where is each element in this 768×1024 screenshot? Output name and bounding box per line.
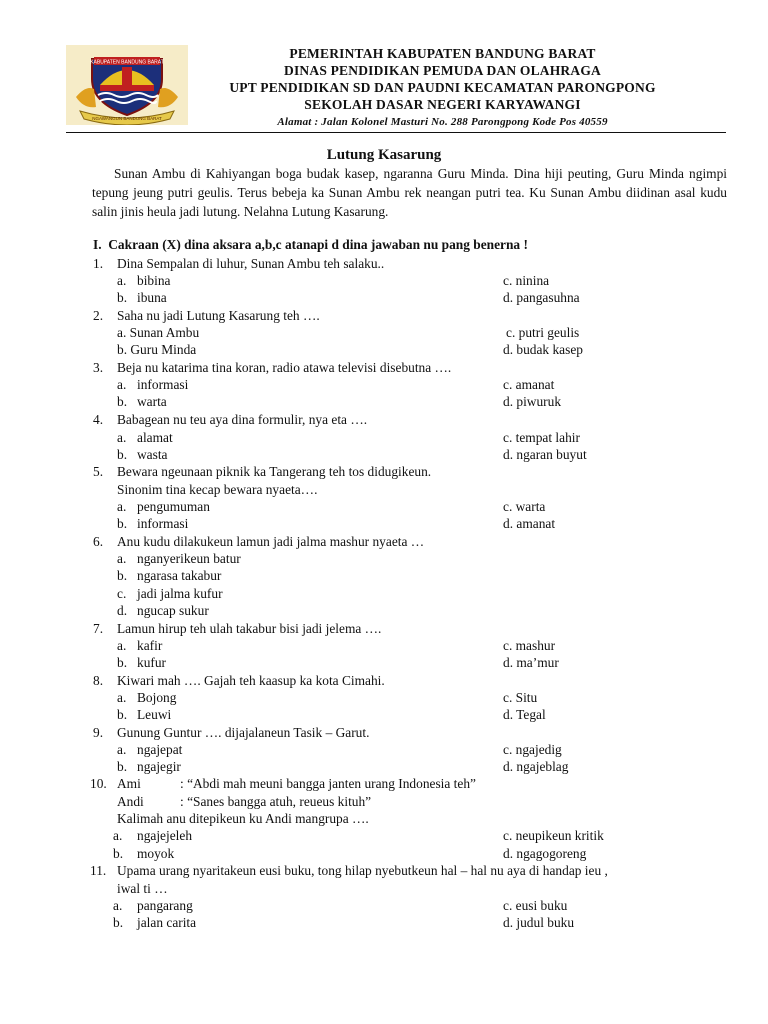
option-d[interactable]: d. pangasuhna xyxy=(503,290,580,305)
question-text: Dina Sempalan di luhur, Sunan Ambu teh salaku.. xyxy=(117,256,385,271)
option-b[interactable]: b. wasta xyxy=(117,447,168,462)
option-b[interactable]: b. informasi xyxy=(117,516,189,531)
regency-crest-logo xyxy=(66,45,188,125)
option-c[interactable]: c. neupikeun kritik xyxy=(503,828,604,843)
crest-motto-text: NGAWANGUN BANDUNG BARAT xyxy=(92,116,162,121)
question-text-line-2: iwal ti … xyxy=(117,881,168,896)
option-b[interactable]: b. kufur xyxy=(117,655,167,670)
option-d[interactable]: d. budak kasep xyxy=(503,342,583,357)
option-d[interactable]: d. ngucap sukur xyxy=(117,603,209,618)
option-c[interactable]: c. amanat xyxy=(503,377,555,392)
letterhead-line-4: SEKOLAH DASAR NEGERI KARYAWANGI xyxy=(304,97,581,112)
option-c[interactable]: c. ninina xyxy=(503,273,550,288)
question-number: 6. xyxy=(93,534,104,549)
option-a[interactable]: a. Bojong xyxy=(117,690,177,705)
option-b[interactable]: b. ngajegir xyxy=(117,759,181,774)
question-text: Babagean nu teu aya dina formulir, nya eta …. xyxy=(117,412,368,427)
option-a[interactable]: a. informasi xyxy=(117,377,189,392)
option-a[interactable]: a. ngajepat xyxy=(117,742,183,757)
option-a[interactable]: a. pengumuman xyxy=(117,499,210,514)
option-b[interactable]: b. Leuwi xyxy=(117,707,172,722)
option-a[interactable]: a. kafir xyxy=(117,638,163,653)
letterhead-divider xyxy=(66,132,726,133)
question-number: 7. xyxy=(93,621,104,636)
question-number: 8. xyxy=(93,673,104,688)
story-title: Lutung Kasarung xyxy=(326,147,442,163)
question-text: Anu kudu dilakukeun lamun jadi jalma mashur nyaeta … xyxy=(117,534,425,549)
section-label: I. xyxy=(93,237,102,252)
dialog-line-2: : “Sanes bangga atuh, reueus kituh” xyxy=(180,794,372,809)
question-text: Upama urang nyaritakeun eusi buku, tong hilap nyebutkeun hal – hal nu aya di handap ieu , xyxy=(117,863,608,878)
crest-icon xyxy=(66,45,188,125)
option-a[interactable]: a. bibina xyxy=(117,273,171,288)
option-d[interactable]: d. ngajeblag xyxy=(503,759,569,774)
option-d[interactable]: d. ngaran buyut xyxy=(503,447,587,462)
option-a[interactable]: a. nganyerikeun batur xyxy=(117,551,241,566)
question-number: 5. xyxy=(93,464,104,479)
question-text: Bewara ngeunaan piknik ka Tangerang teh tos didugikeun. xyxy=(117,464,432,479)
option-d[interactable]: d. ma’mur xyxy=(503,655,559,670)
story-paragraph: Sunan Ambu di Kahiyangan boga budak kasep, ngaranna Guru Minda. Dina hiji peuting, Guru Minda ngimpi tepung jeung putri geulis. Terus bebeja ka Sunan Ambu rek neangan putri tea. Ku Sunan Ambu diidinan asal kudu salin jinis heula jadi lutung. Nelahna Lutung Kasarung. xyxy=(92,166,727,219)
option-d[interactable]: d. ngagogoreng xyxy=(503,846,587,861)
option-a[interactable]: a. ngajejeleh xyxy=(113,828,193,843)
letterhead-line-2: DINAS PENDIDIKAN PEMUDA DAN OLAHRAGA xyxy=(284,63,601,78)
option-b[interactable]: b. Guru Minda xyxy=(117,342,197,357)
option-c[interactable]: c. warta xyxy=(503,499,546,514)
question-number: 11. xyxy=(90,863,107,878)
option-d[interactable]: d. amanat xyxy=(503,516,556,531)
instruction-text: Cakraan (X) dina aksara a,b,c atanapi d dina jawaban nu pang benerna ! xyxy=(108,237,528,252)
option-b[interactable]: b. warta xyxy=(117,394,167,409)
option-d[interactable]: d. piwuruk xyxy=(503,394,562,409)
question-text: Gunung Guntur …. dijajalaneun Tasik – Garut. xyxy=(117,725,370,740)
dialog-line-1: : “Abdi mah meuni bangga janten urang Indonesia teh” xyxy=(180,776,476,791)
option-c[interactable]: c. jadi jalma kufur xyxy=(117,586,223,601)
option-c[interactable]: c. putri geulis xyxy=(506,325,580,340)
option-d[interactable]: d. judul buku xyxy=(503,915,575,930)
option-a[interactable]: a. Sunan Ambu xyxy=(117,325,200,340)
question-text: Lamun hirup teh ulah takabur bisi jadi jelema …. xyxy=(117,621,382,636)
question-number: 9. xyxy=(93,725,104,740)
question-number: 4. xyxy=(93,412,104,427)
option-b[interactable]: b. ngarasa takabur xyxy=(117,568,222,583)
option-a[interactable]: a. alamat xyxy=(117,430,173,445)
question-text-line-2: Kalimah anu ditepikeun ku Andi mangrupa …. xyxy=(117,811,369,826)
question-number: 1. xyxy=(93,256,104,271)
option-d[interactable]: d. Tegal xyxy=(503,707,546,722)
crest-top-text: KABUPATEN BANDUNG BARAT xyxy=(90,59,164,66)
option-c[interactable]: c. tempat lahir xyxy=(503,430,580,445)
option-c[interactable]: c. eusi buku xyxy=(503,898,568,913)
option-b[interactable]: b. moyok xyxy=(113,846,175,861)
dialog-speaker-1: Ami xyxy=(117,776,141,791)
option-c[interactable]: c. Situ xyxy=(503,690,538,705)
question-text-line-2: Sinonim tina kecap bewara nyaeta…. xyxy=(117,482,318,497)
option-a[interactable]: a. pangarang xyxy=(113,898,193,913)
letterhead-address: Alamat : Jalan Kolonel Masturi No. 288 Parongpong Kode Pos 40559 xyxy=(277,116,608,128)
letterhead-line-3: UPT PENDIDIKAN SD DAN PAUDNI KECAMATAN PARONGPONG xyxy=(229,80,656,95)
question-text: Kiwari mah …. Gajah teh kaasup ka kota Cimahi. xyxy=(117,673,385,688)
question-number: 2. xyxy=(93,308,104,323)
question-number: 10. xyxy=(90,776,107,791)
letterhead-line-1: PEMERINTAH KABUPATEN BANDUNG BARAT xyxy=(289,46,596,61)
question-text: Beja nu katarima tina koran, radio atawa televisi disebutna …. xyxy=(117,360,452,375)
option-c[interactable]: c. ngajedig xyxy=(503,742,562,757)
option-b[interactable]: b. jalan carita xyxy=(113,915,197,930)
option-b[interactable]: b. ibuna xyxy=(117,290,167,305)
section-instruction xyxy=(93,237,528,253)
option-c[interactable]: c. mashur xyxy=(503,638,556,653)
question-text: Saha nu jadi Lutung Kasarung teh …. xyxy=(117,308,320,323)
dialog-speaker-2: Andi xyxy=(117,794,144,809)
question-number: 3. xyxy=(93,360,104,375)
